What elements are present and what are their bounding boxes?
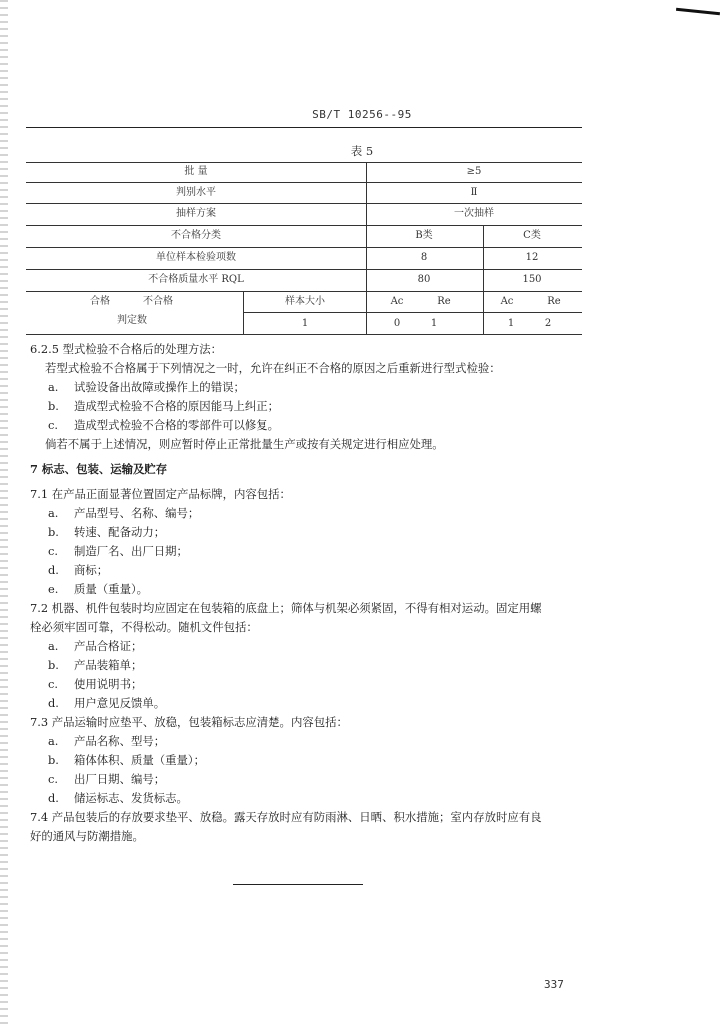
class-c-re-value: 2 (544, 318, 552, 329)
list-marker: d. (48, 791, 59, 805)
class-b-label: B类 (415, 230, 433, 241)
table-rule (26, 162, 582, 163)
class-b-ac-value: 0 (393, 318, 401, 329)
class-c-rql: 150 (522, 274, 542, 285)
list-item (30, 789, 590, 808)
class-b-rql: 80 (417, 274, 431, 285)
list-text: 使用说明书； (74, 677, 143, 691)
list-text: 箱体体积、质量（重量）； (74, 753, 205, 767)
list-item (30, 378, 590, 397)
class-b-re-header: Re (437, 296, 451, 307)
list-item (30, 694, 590, 713)
list-marker: a. (48, 734, 59, 748)
list-item (30, 523, 590, 542)
page-number: 337 (544, 978, 564, 991)
list-text: 造成型式检验不合格的零部件可以修复。 (74, 418, 280, 432)
list-marker: a. (48, 380, 59, 394)
sampling-table (26, 162, 582, 334)
list-marker: b. (48, 399, 59, 413)
class-b-ac-header: Ac (390, 296, 404, 307)
table-rule (26, 203, 582, 204)
list-text: 商标； (74, 563, 109, 577)
list-text: 储运标志、发货标志。 (74, 791, 188, 805)
class-c-re-header: Re (547, 296, 561, 307)
list-marker: b. (48, 525, 59, 539)
list-marker: d. (48, 563, 59, 577)
section-7-2-line-1: 7.2 机器、机件包装时均应固定在包装箱的底盘上；筛体与机架必须紧固，不得有相对运动。固定用螺 (30, 601, 542, 615)
list-item (30, 561, 590, 580)
end-rule (233, 884, 363, 885)
sample-size-value: 1 (301, 318, 309, 329)
judgement-number-label: 判定数 (117, 315, 147, 326)
section-7-title: 7 标志、包装、运输及贮存 (30, 462, 168, 476)
table-rule (243, 291, 244, 334)
rql-label: 不合格质量水平 RQL (148, 274, 244, 285)
list-marker: c. (48, 418, 59, 432)
section-6-2-5-title: 6.2.5 型式检验不合格后的处理方法： (30, 342, 223, 356)
class-c-label: C类 (523, 230, 541, 241)
list-item (30, 656, 590, 675)
table-rule (366, 162, 367, 334)
table-rule (243, 312, 582, 313)
list-item (30, 416, 590, 435)
list-text: 产品型号、名称、编号； (74, 506, 200, 520)
document-body (30, 340, 590, 846)
lot-size-value: ≥5 (466, 166, 482, 177)
sample-items-label: 单位样本检验项数 (156, 252, 236, 263)
section-6-2-5-intro: 若型式检验不合格属于下列情况之一时，允许在纠正不合格的原因之后重新进行型式检验： (45, 361, 501, 375)
class-c-items: 12 (525, 252, 539, 263)
judge-pass-label: 合格 (90, 296, 110, 307)
section-7-1-intro: 7.1 在产品正面显著位置固定产品标牌，内容包括： (30, 487, 291, 501)
sampling-plan-value: 一次抽样 (454, 208, 494, 219)
class-b-re-value: 1 (430, 318, 438, 329)
list-item (30, 770, 590, 789)
list-item (30, 542, 590, 561)
sampling-plan-label: 抽样方案 (176, 208, 216, 219)
table-rule (26, 269, 582, 270)
list-text: 产品合格证； (74, 639, 143, 653)
list-item (30, 637, 590, 656)
list-text: 产品装箱单； (74, 658, 143, 672)
list-text: 用户意见反馈单。 (74, 696, 166, 710)
list-marker: b. (48, 658, 59, 672)
list-text: 产品名称、型号； (74, 734, 166, 748)
list-text: 试验设备出故障或操作上的错误； (74, 380, 245, 394)
section-7-4-line-2: 好的通风与防潮措施。 (30, 829, 144, 843)
list-text: 质量（重量）。 (74, 582, 149, 596)
class-b-items: 8 (420, 252, 428, 263)
lot-size-label: 批 量 (184, 166, 208, 177)
list-item (30, 580, 590, 599)
list-marker: c. (48, 677, 59, 691)
section-6-2-5-closing: 倘若不属于上述情况，则应暂时停止正常批量生产或按有关规定进行相应处理。 (45, 437, 444, 451)
list-marker: a. (48, 506, 59, 520)
table-rule (26, 334, 582, 335)
table-rule (26, 182, 582, 183)
table-rule (483, 225, 484, 334)
section-7-4-line-1: 7.4 产品包装后的存放要求垫平、放稳。露天存放时应有防雨淋、日晒、积水措施；室内存放时应有良 (30, 810, 542, 824)
list-text: 制造厂名、出厂日期； (74, 544, 188, 558)
section-7-3-intro: 7.3 产品运输时应垫平、放稳，包装箱标志应清楚。内容包括： (30, 715, 348, 729)
list-marker: b. (48, 753, 59, 767)
list-item (30, 397, 590, 416)
list-item (30, 675, 590, 694)
list-item (30, 751, 590, 770)
list-text: 造成型式检验不合格的原因能马上纠正； (74, 399, 280, 413)
list-text: 转速、配备动力； (74, 525, 166, 539)
table-rule (26, 225, 582, 226)
table-rule (26, 291, 582, 292)
list-text: 出厂日期、编号； (74, 772, 166, 786)
judge-fail-label: 不合格 (143, 296, 173, 307)
class-c-ac-header: Ac (500, 296, 514, 307)
sample-size-header: 样本大小 (285, 296, 325, 307)
section-7-2-line-2: 栓必须牢固可靠，不得松动。随机文件包括： (30, 620, 258, 634)
classification-label: 不合格分类 (171, 230, 221, 241)
table-caption: 表 5 (350, 144, 374, 158)
list-marker: c. (48, 772, 59, 786)
inspection-level-value: Ⅱ (470, 187, 478, 198)
scan-corner-mark (676, 8, 720, 16)
inspection-level-label: 判别水平 (176, 187, 216, 198)
list-marker: c. (48, 544, 59, 558)
list-item (30, 732, 590, 751)
standard-code-header: SB/T 10256--95 (312, 108, 412, 121)
list-marker: e. (48, 582, 59, 596)
class-c-ac-value: 1 (507, 318, 515, 329)
list-item (30, 504, 590, 523)
list-marker: d. (48, 696, 59, 710)
header-rule (26, 127, 582, 128)
table-rule (26, 247, 582, 248)
list-marker: a. (48, 639, 59, 653)
